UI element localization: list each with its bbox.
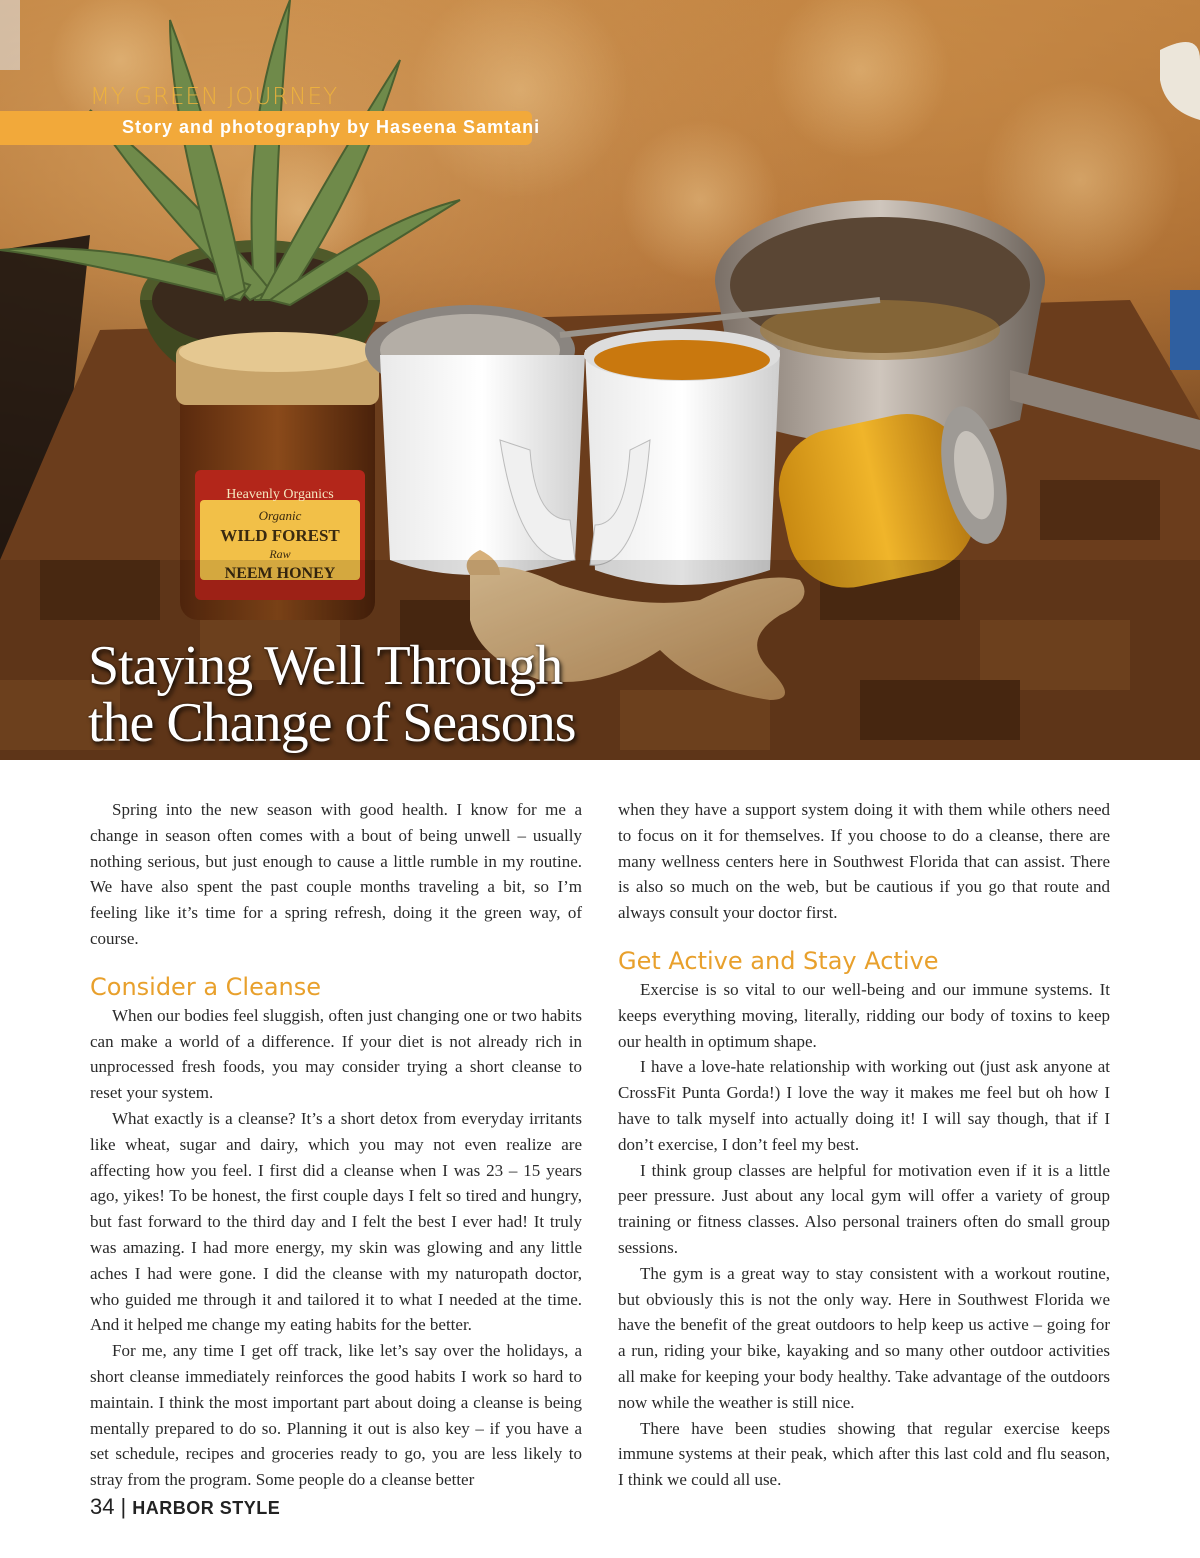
footer-separator: | — [120, 1494, 127, 1519]
publication-name: HARBOR STYLE — [132, 1498, 281, 1518]
intro-paragraph: Spring into the new season with good health. I know for me a change in season often comes with a bout of being unwell – usually nothing serious, but just enough to cause a little rumble in my routine. We have also spent the past couple months traveling a bit, so I’m feeling like it’s time for a spring refresh, doing it the green way, of course. — [90, 800, 582, 948]
active-paragraph-4: The gym is a great way to stay consistent with a workout routine, but obviously this is not the only way. Here in Southwest Florida we have the benefit of the great outdoors to help keep us active – going for a run, riding your bike, kayaking and so many other outdoor activities all make for keeping your body healthy. Take advantage of the outdoors now while the weather is still nice. — [618, 1263, 1110, 1412]
active-paragraph-2: I have a love-hate relationship with working out (just ask anyone at CrossFit Punta Gorda!) I love the way it makes me feel but oh how I have to talk myself into actually doing it! I will say though, that if I don’t exercise, I don’t feel my best. — [618, 1057, 1110, 1154]
byline: Story and photography by Haseena Samtani — [122, 117, 541, 137]
jar-label-neem-honey: NEEM HONEY — [224, 565, 336, 582]
appliance-edge — [0, 0, 20, 70]
jar-label-brand: Heavenly Organics — [226, 487, 334, 502]
cleanse-continued-paragraph: when they have a support system doing it with them while others need to focus on it for themselves. If you choose to do a cleanse, there are many wellness centers here in Southwest Florida that can assist. There is also so much on the web, but be cautious if you go that route and always consult your doctor first. — [618, 800, 1110, 923]
active-paragraph-3: I think group classes are helpful for motivation even if it is a little peer pressure. Just about any local gym will offer a variety of group training or fitness classes. Also personal trainers often do small group sessions. — [618, 1160, 1110, 1257]
page-footer — [90, 1494, 280, 1520]
blue-carton — [1170, 290, 1200, 370]
cleanse-paragraph-2: What exactly is a cleanse? It’s a short detox from everyday irritants like wheat, sugar and dairy, which you may not even realize are affecting how you feel. I first did a cleanse when I was 23 – 15 years ago, yikes! To be honest, the first couple days I felt so tired and hungry, but fast forward to the third day and I felt the best I ever had! It truly was amazing. I had more energy, my skin was glowing and any little aches I had were gone. I did the cleanse with my naturopath doctor, who guided me through it and tailored it to what I needed at the time. And it helped me change my eating habits for the better. — [90, 1108, 582, 1335]
jar-label-raw: Raw — [269, 547, 291, 561]
jar-label-organic: Organic — [258, 508, 302, 523]
active-heading: Get Active and Stay Active — [618, 946, 939, 975]
article-headline — [88, 635, 728, 754]
cleanse-paragraph-1: When our bodies feel sluggish, often just changing one or two habits can make a world of a difference. If your diet is not already rich in unprocessed fresh foods, you may consider trying a short cleanse to reset your system. — [90, 1005, 582, 1103]
cleanse-heading: Consider a Cleanse — [90, 972, 322, 1001]
dish-edge — [1160, 42, 1200, 120]
active-paragraph-5: There have been studies showing that regular exercise keeps immune systems at their peak, which after this last cold and flu season, I think we could all use. — [618, 1418, 1110, 1490]
article-column-right — [618, 797, 1110, 1493]
cleanse-paragraph-3: For me, any time I get off track, like let’s say over the holidays, a short cleanse immediately reinforces the good habits I work so hard to maintain. I think the most important part about doing a cleanse is being mentally prepared to do so. Planning it out is also key – if you have a set schedule, recipes and groceries ready to go, you are less likely to stray from the program. Some people do a cleanse better — [90, 1341, 582, 1490]
section-kicker: MY GREEN JOURNEY — [90, 84, 339, 110]
page-number: 34 — [90, 1494, 115, 1519]
headline-line-2: the Change of Seasons — [88, 692, 576, 754]
active-paragraph-1: Exercise is so vital to our well-being and our immune systems. It keeps everything moving, literally, ridding our body of toxins to keep our health in optimum shape. — [618, 979, 1110, 1051]
hero-photo — [0, 0, 1200, 760]
headline-line-1: Staying Well Through — [88, 635, 563, 697]
jar-label-wild-forest: WILD FOREST — [220, 526, 340, 545]
article-column-left — [90, 797, 582, 1493]
